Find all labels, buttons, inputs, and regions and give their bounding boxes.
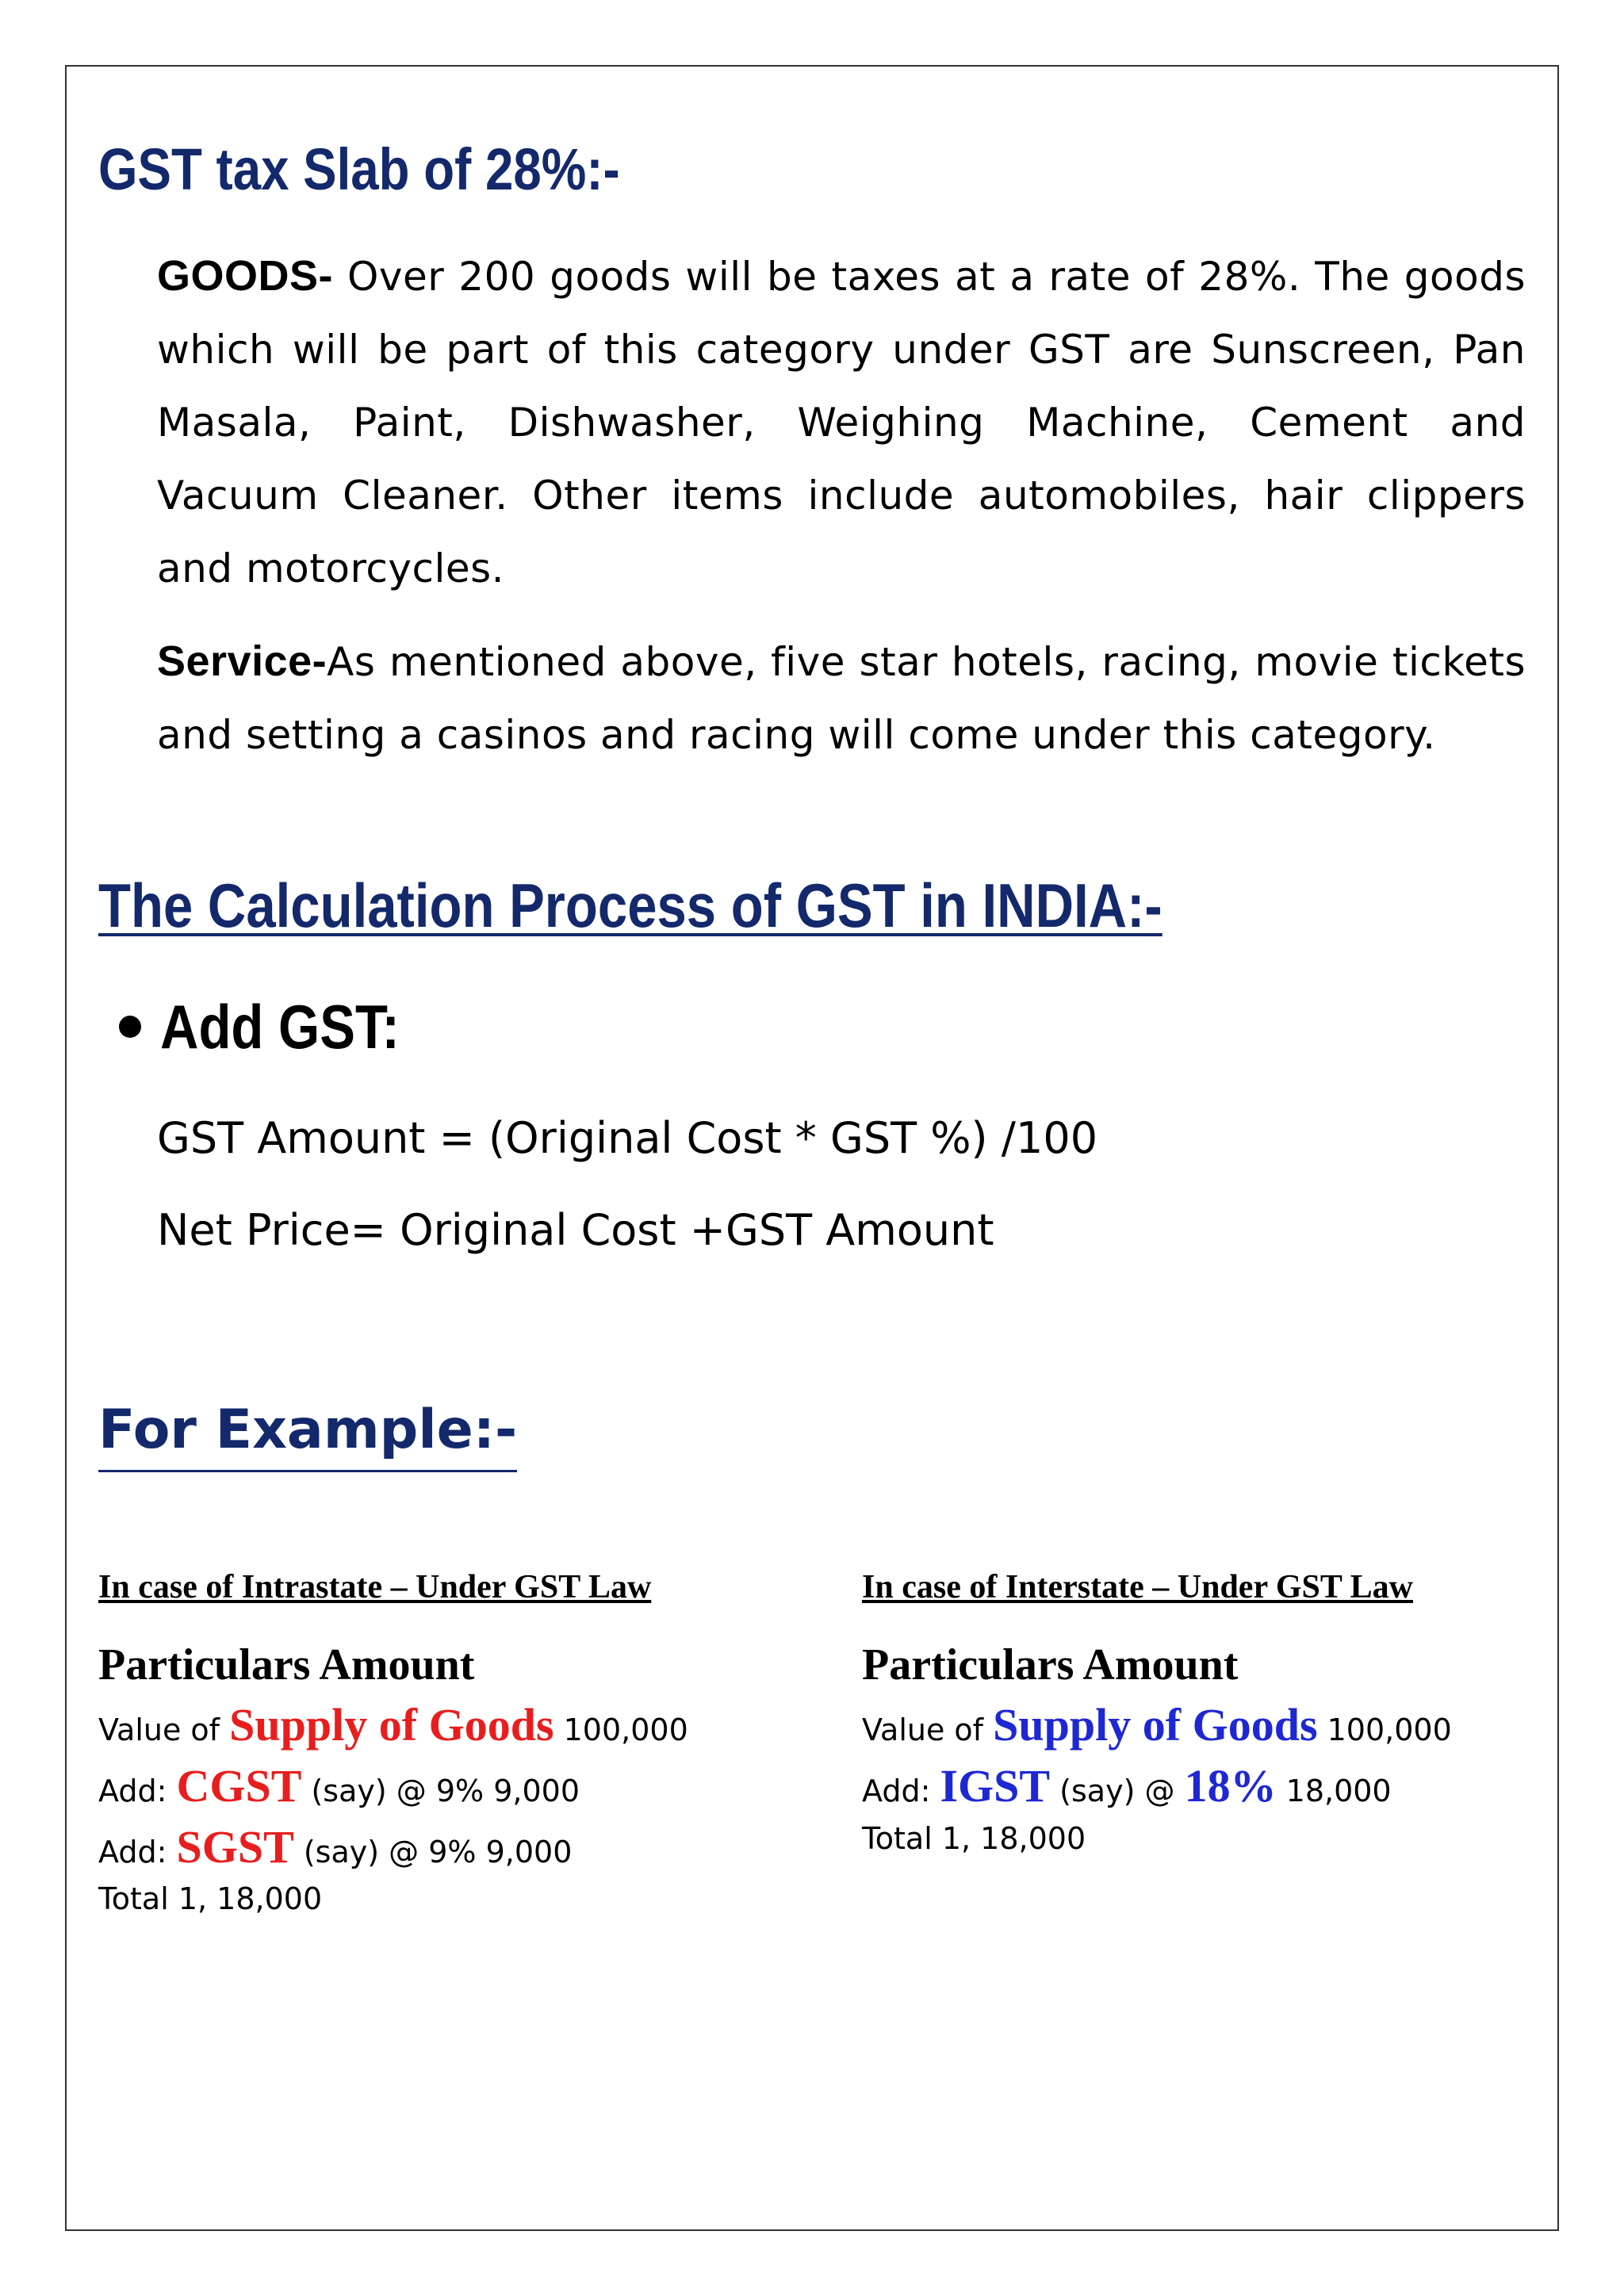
calculation-heading: The Calculation Process of GST in INDIA:-	[98, 871, 1162, 940]
interstate-row-supply: Value of Supply of Goods 100,000	[862, 1699, 1452, 1751]
interstate-header: Particulars Amount	[862, 1640, 1239, 1689]
interstate-title: In case of Interstate – Under GST Law	[862, 1569, 1413, 1605]
sgst-label: SGST	[176, 1821, 294, 1873]
example-heading: For Example:-	[98, 1392, 517, 1472]
igst-label: IGST	[940, 1760, 1051, 1812]
intrastate-header: Particulars Amount	[98, 1640, 475, 1689]
net-price-formula: Net Price= Original Cost +GST Amount	[157, 1205, 994, 1255]
igst-rate: 18%	[1184, 1760, 1277, 1812]
supply-of-goods-label: Supply of Goods	[993, 1699, 1318, 1751]
intrastate-row-supply: Value of Supply of Goods 100,000	[98, 1699, 688, 1751]
interstate-total: Total 1, 18,000	[862, 1821, 1086, 1856]
intrastate-title: In case of Intrastate – Under GST Law	[98, 1569, 652, 1605]
goods-paragraph	[157, 239, 1526, 605]
cgst-label: CGST	[176, 1760, 302, 1812]
service-text: As mentioned above, five star hotels, racing, movie tickets and setting a casinos and racing will come under this category.	[157, 639, 1526, 758]
goods-text: Over 200 goods will be taxes at a rate of 28%. The goods which will be part of this category under GST are Sunscreen, Pan Masala, Paint, Dishwasher, Weighing Machine, Cement and Vacuum Cleaner. Other items include automobiles, hair clippers and motorcycles.	[157, 254, 1526, 591]
intrastate-total: Total 1, 18,000	[98, 1881, 323, 1916]
bullet-icon	[119, 1016, 141, 1038]
service-paragraph	[157, 625, 1526, 771]
gst-amount-formula: GST Amount = (Original Cost * GST %) /100	[157, 1113, 1098, 1163]
supply-of-goods-label: Supply of Goods	[229, 1699, 554, 1751]
interstate-row-igst: Add: IGST (say) @ 18% 18,000	[862, 1760, 1392, 1812]
add-gst-bullet	[119, 983, 439, 1070]
goods-label: GOODS-	[157, 252, 334, 300]
intrastate-row-cgst: Add: CGST (say) @ 9% 9,000	[98, 1760, 580, 1812]
add-gst-label: Add GST:	[160, 992, 400, 1062]
slab-heading: GST tax Slab of 28%:-	[98, 136, 620, 202]
intrastate-row-sgst: Add: SGST (say) @ 9% 9,000	[98, 1821, 573, 1873]
service-label: Service-	[157, 637, 327, 685]
